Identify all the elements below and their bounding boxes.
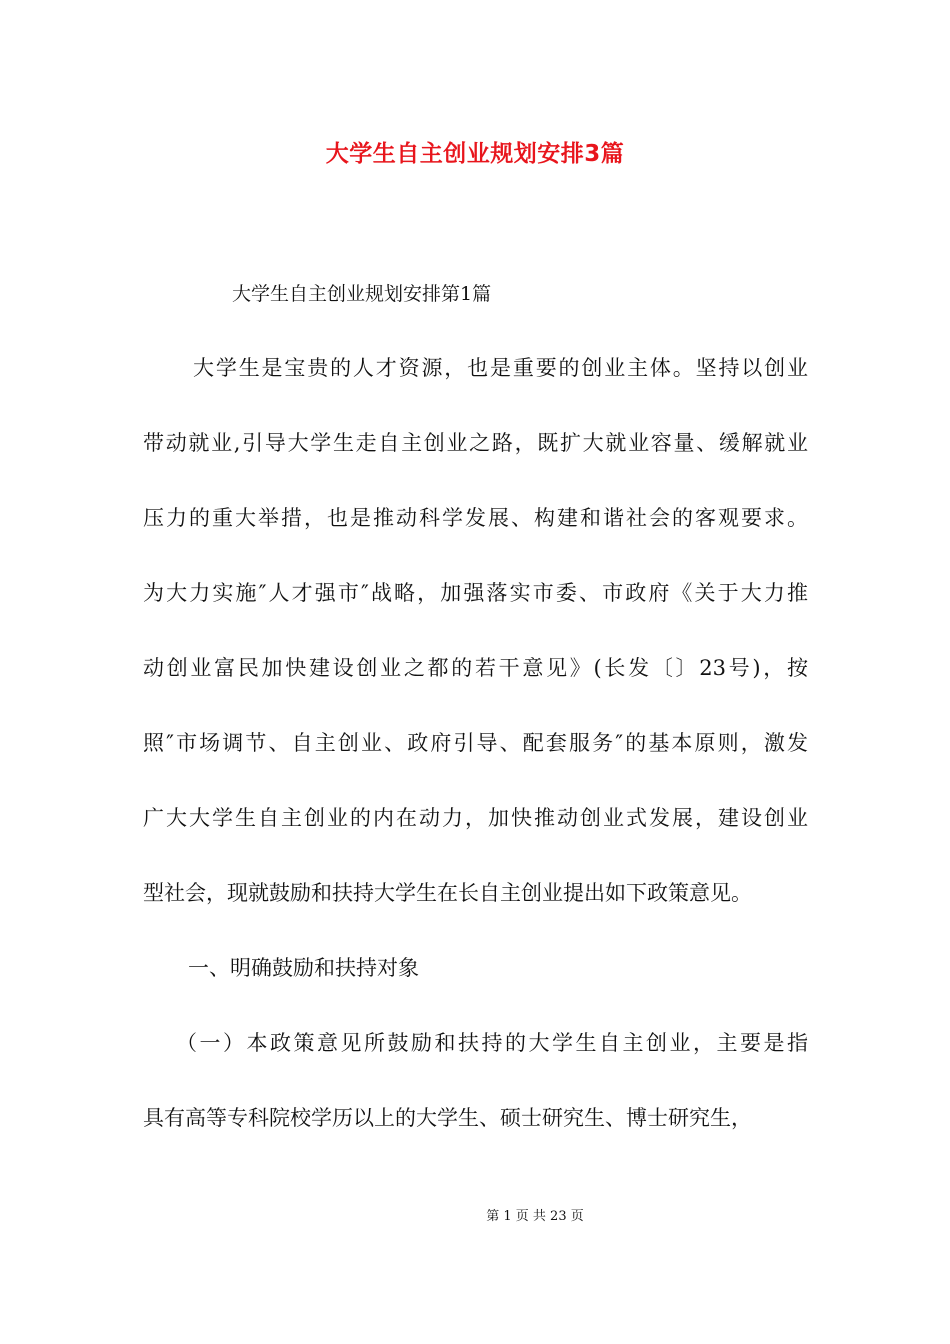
paragraph-line: 广大大学生自主创业的内在动力，加快推动创业式发展，建设创业: [143, 806, 808, 830]
paragraph-line: 具有高等专科院校学历以上的大学生、硕士研究生、博士研究生，: [143, 1106, 752, 1130]
paragraph-line: （一）本政策意见所鼓励和扶持的大学生自主创业，主要是指: [176, 1031, 808, 1055]
section-heading: 大学生自主创业规划安排第1篇: [232, 283, 492, 305]
paragraph-line: 动创业富民加快建设创业之都的若干意见》(长发〔〕23号)，按: [143, 656, 808, 680]
page-footer: 第 1 页 共 23 页: [486, 1209, 584, 1224]
paragraph-line: 照″市场调节、自主创业、政府引导、配套服务″的基本原则，激发: [143, 731, 808, 755]
paragraph-line: 大学生是宝贵的人才资源，也是重要的创业主体。坚持以创业: [193, 356, 808, 380]
paragraph-line: 压力的重大举措，也是推动科学发展、构建和谐社会的客观要求。: [143, 506, 808, 530]
paragraph-line: 型社会，现就鼓励和扶持大学生在长自主创业提出如下政策意见。: [143, 881, 752, 905]
document-title: 大学生自主创业规划安排3篇: [325, 141, 625, 167]
body-text: [143, 331, 808, 1156]
outline-heading: 一、明确鼓励和扶持对象: [188, 956, 419, 980]
paragraph-line: 带动就业,引导大学生走自主创业之路，既扩大就业容量、缓解就业: [143, 431, 808, 455]
paragraph-line: 为大力实施″人才强市″战略，加强落实市委、市政府《关于大力推: [143, 581, 808, 605]
